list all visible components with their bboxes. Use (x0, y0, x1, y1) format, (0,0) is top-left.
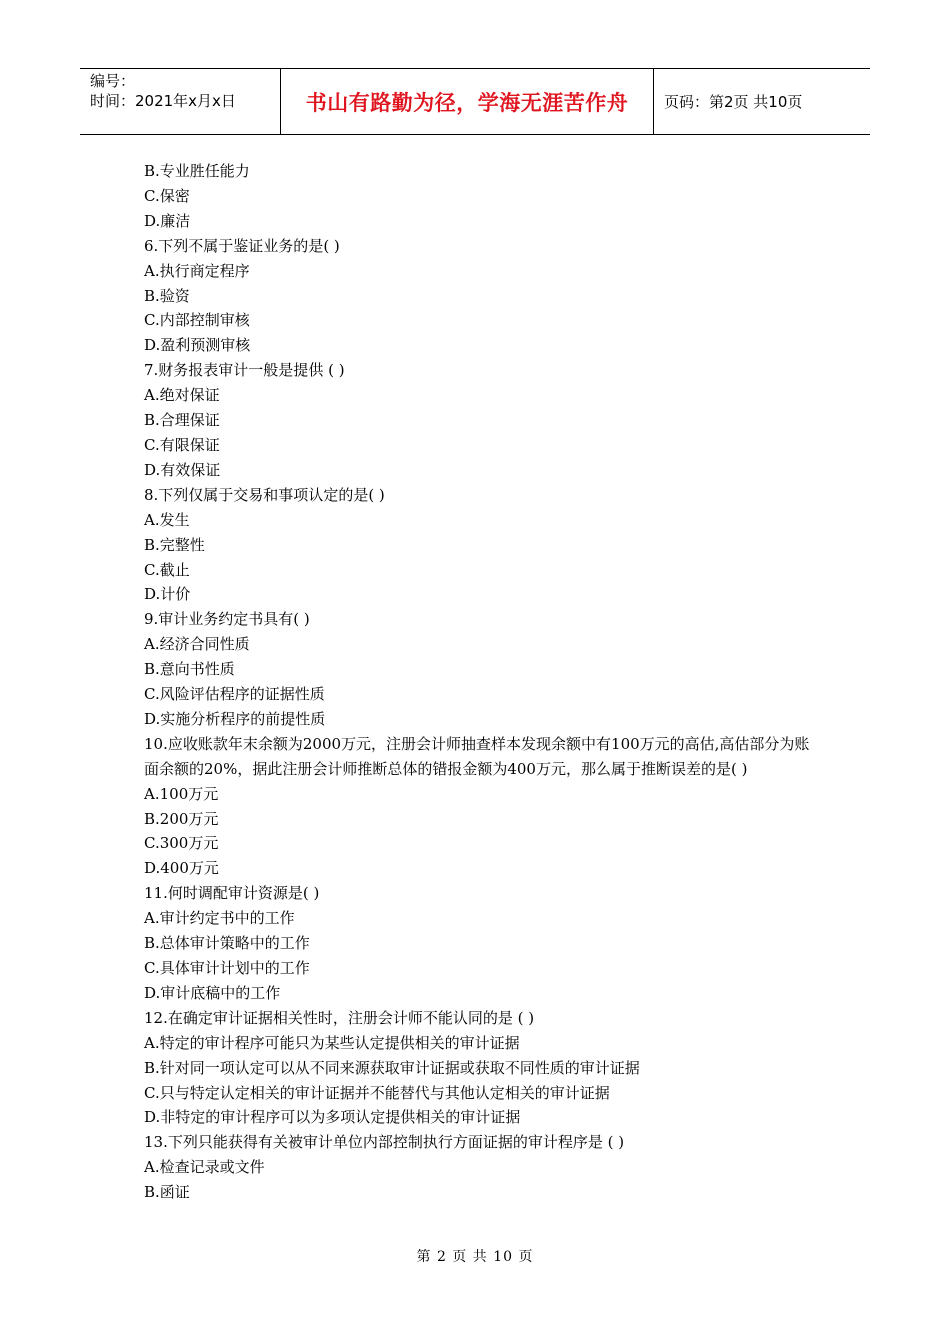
text-line: D.非特定的审计程序可以为多项认定提供相关的审计证据 (144, 1108, 521, 1127)
text-line: B.合理保证 (144, 411, 220, 430)
text-line: A.审计约定书中的工作 (144, 909, 295, 928)
text-line: B.验资 (144, 286, 190, 305)
question-10: 10.应收账款年末余额为2000万元，注册会计师抽查样本发现余额中有100万元的高估,高估部分为账面余额的20%，据此注册会计师推断总体的错报金额为400万元，那么属于推断误差的是( ) (144, 734, 810, 778)
text-line: C.截止 (144, 560, 190, 579)
text-line: A.检查记录或文件 (144, 1158, 265, 1177)
text-line: B.总体审计策略中的工作 (144, 934, 310, 953)
text-line: A.发生 (144, 510, 190, 529)
question-9: 9.审计业务约定书具有( ) (144, 610, 310, 629)
document-body (144, 159, 814, 1205)
text-line: A.绝对保证 (144, 386, 220, 405)
text-line: C.300万元 (144, 834, 219, 853)
text-line: B.完整性 (144, 535, 205, 554)
text-line: B.针对同一项认定可以从不同来源获取审计证据或获取不同性质的审计证据 (144, 1058, 640, 1077)
text-line: D.实施分析程序的前提性质 (144, 709, 326, 728)
text-line: D.400万元 (144, 859, 219, 878)
text-line: C.风险评估程序的证据性质 (144, 685, 325, 704)
text-line: C.保密 (144, 186, 190, 205)
text-line: A.特定的审计程序可能只为某些认定提供相关的审计证据 (144, 1033, 520, 1052)
page-footer: 第 2 页 共 10 页 (416, 1249, 534, 1265)
text-line: B.函证 (144, 1183, 190, 1202)
text-line: A.经济合同性质 (144, 635, 250, 654)
text-line: C.只与特定认定相关的审计证据并不能替代与其他认定相关的审计证据 (144, 1083, 610, 1102)
question-7: 7.财务报表审计一般是提供 ( ) (144, 361, 345, 380)
question-6: 6.下列不属于鉴证业务的是( ) (144, 236, 340, 255)
text-line: D.审计底稿中的工作 (144, 983, 281, 1002)
header-left-cell (80, 69, 281, 134)
text-line: C.有限保证 (144, 435, 220, 454)
text-line: A.执行商定程序 (144, 261, 250, 280)
header-page-number: 页码：第2页 共10页 (664, 93, 803, 111)
document-number-label: 编号： (90, 72, 136, 90)
text-line: D.计价 (144, 585, 191, 604)
question-11: 11.何时调配审计资源是( ) (144, 884, 320, 903)
question-13: 13.下列只能获得有关被审计单位内部控制执行方面证据的审计程序是 ( ) (144, 1133, 625, 1152)
text-line: D.盈利预测审核 (144, 336, 251, 355)
text-line: D.廉洁 (144, 211, 191, 230)
question-12: 12.在确定审计证据相关性时，注册会计师不能认同的是 ( ) (144, 1008, 535, 1027)
text-line: B.专业胜任能力 (144, 162, 250, 180)
document-date-label: 时间：2021年x月x日 (90, 92, 236, 110)
question-8: 8.下列仅属于交易和事项认定的是( ) (144, 485, 385, 504)
text-line: A.100万元 (144, 784, 219, 803)
text-line: D.有效保证 (144, 460, 221, 479)
header-motto: 书山有路勤为径，学海无涯苦作舟 (281, 69, 654, 134)
page-header (80, 68, 870, 135)
text-line: B.意向书性质 (144, 660, 235, 679)
text-line: B.200万元 (144, 809, 219, 828)
text-line: C.内部控制审核 (144, 311, 250, 330)
text-line: C.具体审计计划中的工作 (144, 959, 310, 977)
